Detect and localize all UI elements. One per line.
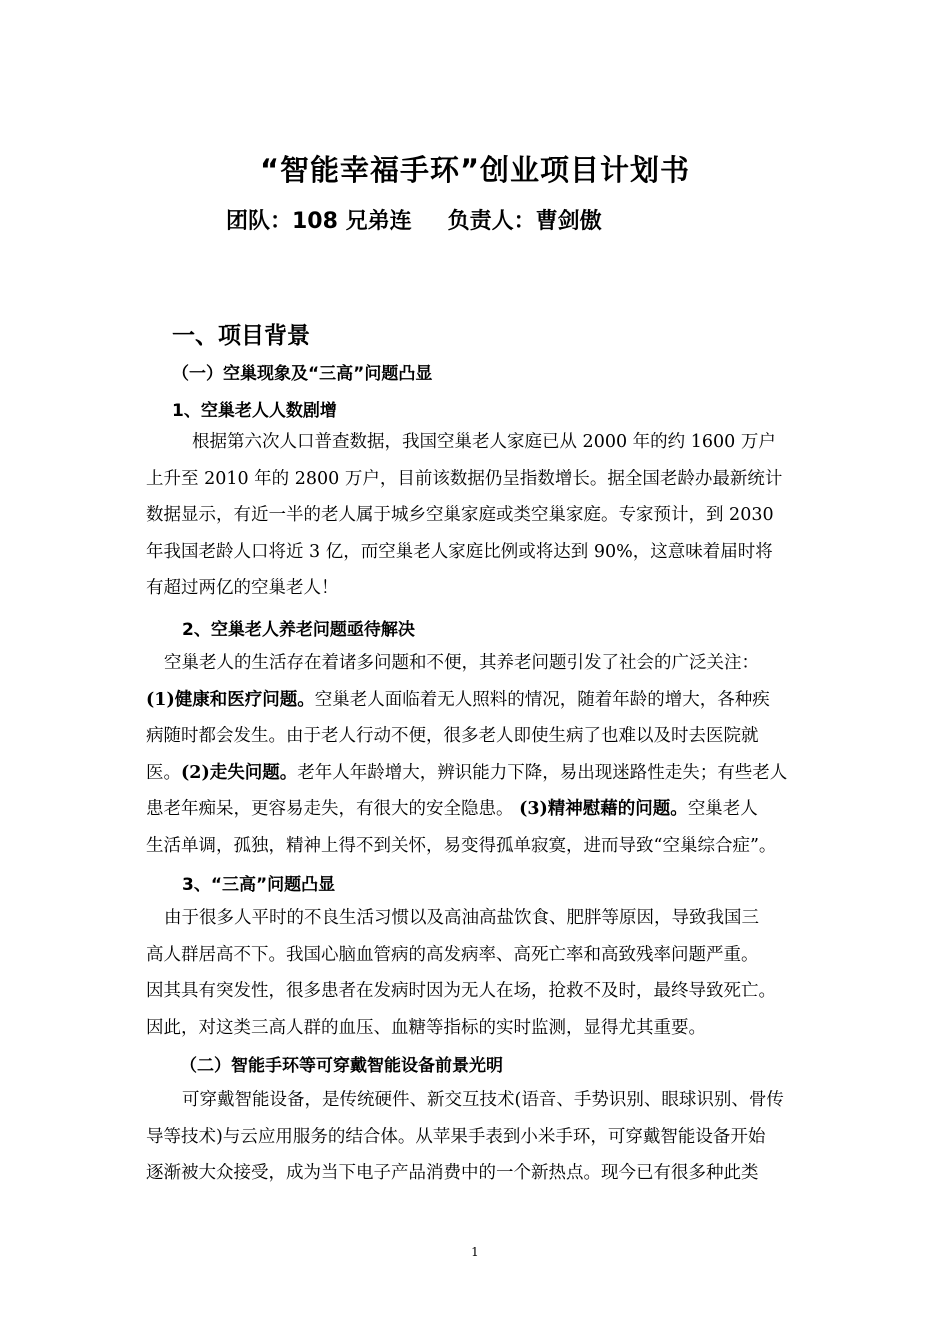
sub1-heading: （一）空巢现象及“三高”问题凸显: [172, 364, 433, 384]
section1-heading: 一、项目背景: [172, 323, 310, 349]
item2-heading: 2、空巢老人养老问题亟待解决: [182, 620, 415, 640]
sub2-line: 可穿戴智能设备，是传统硬件、新交互技术(语音、手势识别、眼球识别、骨传: [182, 1090, 784, 1110]
item2-line: 患老年痴呆，更容易走失，有很大的安全隐患。 (3)精神慰藉的问题。空巢老人: [146, 799, 758, 819]
sub2-line: 逐渐被大众接受，成为当下电子产品消费中的一个新热点。现今已有很多种此类: [146, 1163, 759, 1183]
item1-line: 有超过两亿的空巢老人！: [146, 578, 339, 598]
item3-line: 由于很多人平时的不良生活习惯以及高油高盐饮食、肥胖等原因，导致我国三: [164, 908, 759, 928]
issue2-label: (2)走失问题。: [181, 762, 298, 783]
item2-paragraph: [146, 645, 816, 864]
team-info: [226, 204, 602, 240]
item1-line: 年我国老龄人口将近 3 亿，而空巢老人家庭比例或将达到 90%，这意味着届时将: [146, 541, 773, 562]
document-title: “智能幸福手环”创业项目计划书: [259, 153, 691, 187]
leader-label: 负责人：曹剑傲: [447, 209, 602, 234]
item1-line: 上升至 2010 年的 2800 万户，目前该数据仍呈指数增长。据全国老龄办最新统计: [146, 468, 783, 489]
item2-line: 生活单调，孤独，精神上得不到关怀，易变得孤单寂寞，进而导致“空巢综合症”。: [146, 835, 777, 856]
sub2-heading: （二）智能手环等可穿戴智能设备前景光明: [180, 1056, 503, 1076]
sub2-line: 导等技术)与云应用服务的结合体。从苹果手表到小米手环，可穿戴智能设备开始: [146, 1126, 766, 1147]
page-number: 1: [471, 1245, 479, 1259]
item3-line: 高人群居高不下。我国心脑血管病的高发病率、高死亡率和高致残率问题严重。: [146, 944, 759, 965]
item3-heading: 3、“三高”问题凸显: [182, 875, 336, 895]
issue1-label: (1)健康和医疗问题。: [146, 689, 315, 710]
issue3-label: (3)精神慰藉的问题。: [519, 799, 688, 819]
item3-paragraph: [146, 900, 816, 1046]
team-label: 团队：108 兄弟连: [226, 209, 412, 234]
sub2-paragraph: [146, 1082, 816, 1192]
item1-heading: 1、空巢老人人数剧增: [172, 401, 337, 421]
item2-line: 病随时都会发生。由于老人行动不便，很多老人即使生病了也难以及时去医院就: [146, 726, 759, 746]
item1-paragraph: [146, 424, 816, 607]
item1-line: 数据显示，有近一半的老人属于城乡空巢家庭或类空巢家庭。专家预计，到 2030: [146, 505, 774, 525]
item3-line: 因其具有突发性，很多患者在发病时因为无人在场，抢救不及时，最终导致死亡。: [146, 981, 776, 1001]
item2-line: (1)健康和医疗问题。空巢老人面临着无人照料的情况，随着年龄的增大，各种疾: [146, 689, 770, 710]
item2-line: 医。(2)走失问题。老年人年龄增大，辨识能力下降，易出现迷路性走失；有些老人: [146, 762, 788, 783]
item3-line: 因此，对这类三高人群的血压、血糖等指标的实时监测，显得尤其重要。: [146, 1017, 706, 1038]
item1-line: 根据第六次人口普查数据，我国空巢老人家庭已从 2000 年的约 1600 万户: [192, 432, 776, 452]
item2-intro: 空巢老人的生活存在着诸多问题和不便，其养老问题引发了社会的广泛关注：: [164, 653, 759, 673]
